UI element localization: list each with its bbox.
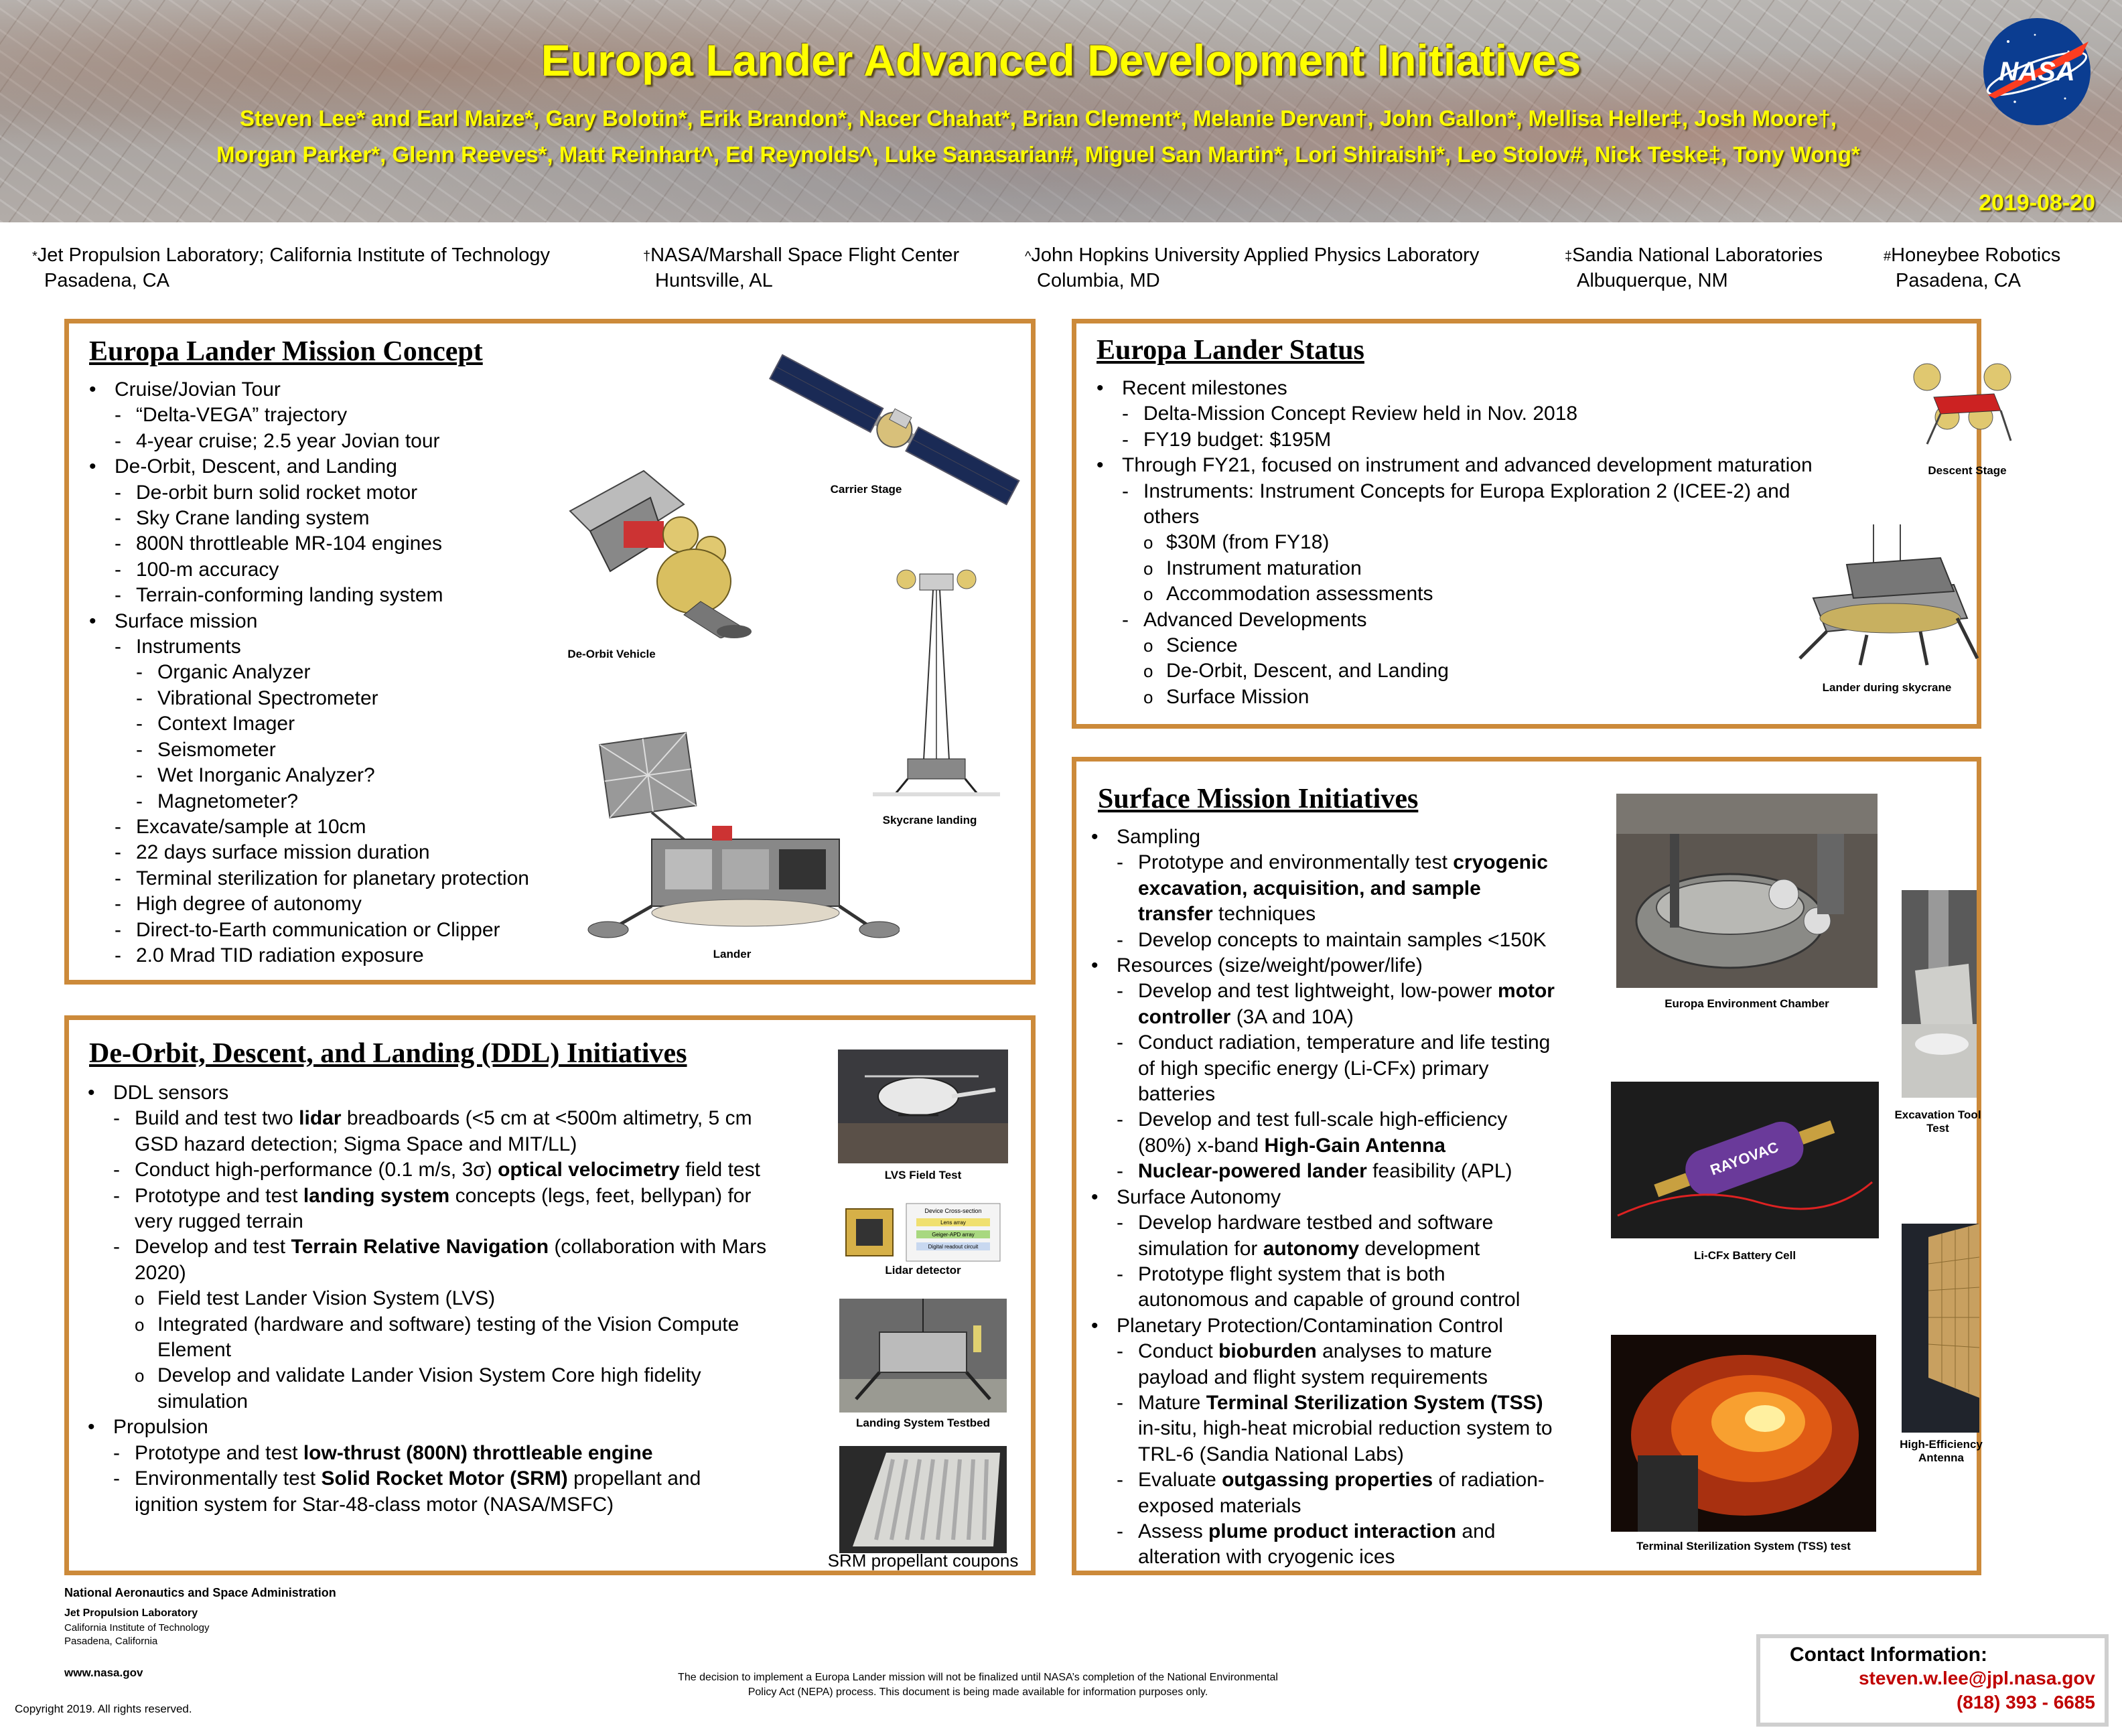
surface-panel	[1072, 757, 1981, 1575]
svg-text:Geiger-APD array: Geiger-APD array	[932, 1232, 975, 1238]
list-item: - Direct-to-Earth communication or Clipper	[74, 918, 624, 943]
contact-title: Contact Information:	[1790, 1644, 1987, 1666]
list-item: - Vibrational Spectrometer	[74, 686, 624, 711]
lander-image	[578, 725, 900, 946]
list-item: - 4-year cruise; 2.5 year Jovian tour	[74, 429, 624, 454]
poster-title: Europa Lander Advanced Development Initiatives	[541, 35, 1581, 85]
list-item: o Surface Mission	[1082, 684, 1852, 710]
descent-stage-image	[1907, 357, 2021, 451]
footer-agency: National Aeronautics and Space Administration	[64, 1586, 336, 1599]
list-item: - 22 days surface mission duration	[74, 840, 624, 865]
list-item: • DDL sensors	[73, 1080, 837, 1106]
poster-header	[0, 0, 2122, 222]
list-item: - Excavate/sample at 10cm	[74, 814, 624, 840]
list-item: • Surface mission	[74, 609, 624, 634]
list-item: - “Delta-VEGA” trajectory	[74, 403, 624, 428]
list-item: - Environmentally test Solid Rocket Motor (SRM) propellant and ignition system for Star-48-class motor (NASA/MSFC)	[73, 1466, 837, 1518]
list-item: • Propulsion	[73, 1415, 837, 1440]
nasa-logo	[1968, 15, 2106, 129]
battery-cell-caption: Li-CFx Battery Cell	[1693, 1249, 1796, 1262]
lidar-detector-caption: Lidar detector	[885, 1264, 961, 1277]
antenna-caption: High-Efficiency Antenna	[1900, 1438, 1983, 1464]
list-item: - 800N throttleable MR-104 engines	[74, 531, 624, 557]
excavation-tool-caption: Excavation Tool Test	[1894, 1108, 1981, 1135]
status-list	[1082, 376, 1852, 710]
excavation-tool-test-image	[1902, 890, 1977, 1098]
surface-list	[1076, 824, 1585, 1571]
lander-skycrane-caption: Lander during skycrane	[1822, 681, 1952, 694]
list-item: o Integrated (hardware and software) testing of the Vision Compute Element	[73, 1312, 837, 1364]
list-item: - Instruments	[74, 634, 624, 660]
list-item: • Through FY21, focused on instrument and advanced development maturation	[1082, 453, 1852, 478]
footer-institution: California Institute of Technology	[64, 1622, 210, 1634]
list-item: o Develop and validate Lander Vision System Core high fidelity simulation	[73, 1363, 837, 1415]
list-item: - Instruments: Instrument Concepts for Europa Exploration 2 (ICEE-2) and others	[1082, 479, 1852, 530]
deorbit-vehicle-image	[550, 457, 791, 638]
lvs-field-test-image	[838, 1050, 1008, 1163]
list-item: - Advanced Developments	[1082, 607, 1852, 633]
list-item: - 100-m accuracy	[74, 557, 624, 583]
lander-caption: Lander	[713, 948, 752, 960]
affiliation-apl: ^John Hopkins University Applied Physics Laboratory Columbia, MD	[1025, 244, 1480, 291]
skycrane-landing-caption: Skycrane landing	[882, 814, 977, 826]
list-item: - Organic Analyzer	[74, 660, 624, 685]
list-item: - Develop and test lightweight, low-power motor controller (3A and 10A)	[1076, 979, 1585, 1030]
list-item: o De-Orbit, Descent, and Landing	[1082, 658, 1852, 684]
list-item: - Prototype and environmentally test cryogenic excavation, acquisition, and sample transfer techniques	[1076, 850, 1585, 927]
list-item: - Context Imager	[74, 711, 624, 737]
list-item: • Recent milestones	[1082, 376, 1852, 401]
lvs-field-test-caption: LVS Field Test	[884, 1169, 962, 1181]
list-item: - FY19 budget: $195M	[1082, 427, 1852, 453]
landing-testbed-caption: Landing System Testbed	[856, 1417, 990, 1429]
list-item: - Wet Inorganic Analyzer?	[74, 763, 624, 788]
list-item: • Sampling	[1076, 824, 1585, 850]
list-item: • De-Orbit, Descent, and Landing	[74, 454, 624, 480]
mission-concept-list	[74, 377, 624, 968]
footer-lab: Jet Propulsion Laboratory	[64, 1607, 198, 1619]
list-item: • Planetary Protection/Contamination Control	[1076, 1313, 1585, 1339]
lidar-detector-image	[839, 1200, 1007, 1267]
list-item: - Terminal sterilization for planetary protection	[74, 866, 624, 891]
landing-testbed-image	[839, 1299, 1007, 1413]
tss-test-image	[1611, 1335, 1876, 1532]
svg-text:Lens array: Lens array	[940, 1220, 966, 1226]
list-item: o Accommodation assessments	[1082, 581, 1852, 607]
affiliation-msfc: †NASA/Marshall Space Flight Center Huntsville, AL	[643, 244, 960, 291]
list-item: - Develop and test full-scale high-efficiency (80%) x-band High-Gain Antenna	[1076, 1107, 1585, 1159]
environment-chamber-image	[1616, 794, 1878, 988]
contact-email[interactable]: steven.w.lee@jpl.nasa.gov	[1858, 1668, 2095, 1688]
descent-stage-caption: Descent Stage	[1928, 464, 2007, 477]
status-title: Europa Lander Status	[1097, 335, 1364, 366]
ddl-title: De-Orbit, Descent, and Landing (DDL) Initiatives	[89, 1038, 687, 1069]
svg-text:Device Cross-section: Device Cross-section	[924, 1208, 982, 1214]
disclaimer-line-1: The decision to implement a Europa Lander mission will not be finalized until NASA’s completion of the National Environmental	[678, 1672, 1278, 1683]
list-item: - Delta-Mission Concept Review held in Nov. 2018	[1082, 401, 1852, 427]
status-panel	[1072, 319, 2007, 729]
list-item: o $30M (from FY18)	[1082, 530, 1852, 555]
srm-coupons-image	[839, 1446, 1007, 1553]
list-item: - Conduct high-performance (0.1 m/s, 3σ) optical velocimetry field test	[73, 1157, 837, 1183]
list-item: • Resources (size/weight/power/life)	[1076, 953, 1585, 979]
ddl-panel	[64, 1015, 1036, 1575]
battery-cell-image	[1611, 1082, 1879, 1238]
list-item: - Magnetometer?	[74, 789, 624, 814]
footer-copyright: Copyright 2019. All rights reserved.	[15, 1703, 192, 1715]
list-item: - 2.0 Mrad TID radiation exposure	[74, 943, 624, 968]
mission-concept-panel	[64, 319, 1036, 985]
list-item: - Mature Terminal Sterilization System (TSS) in-situ, high-heat microbial reduction system to TRL-6 (Sandia National Labs)	[1076, 1390, 1585, 1467]
svg-text:Digital readout circuit: Digital readout circuit	[928, 1244, 979, 1250]
list-item: - Build and test two lidar breadboards (<5 cm at <500m altimetry, 5 cm GSD hazard detection; Sigma Space and MIT/LL)	[73, 1106, 837, 1157]
affiliation-jpl: *Jet Propulsion Laboratory; California Institute of Technology Pasadena, CA	[32, 244, 550, 291]
tss-test-caption: Terminal Sterilization System (TSS) test	[1636, 1540, 1851, 1552]
list-item: - Develop hardware testbed and software simulation for autonomy development	[1076, 1210, 1585, 1262]
disclaimer-line-2: Policy Act (NEPA) process. This document is being made available for information purposes only.	[748, 1686, 1208, 1698]
svg-text:RAYOVAC: RAYOVAC	[1707, 1138, 1781, 1179]
list-item: - Conduct bioburden analyses to mature payload and flight system requirements	[1076, 1339, 1585, 1390]
high-efficiency-antenna-image	[1902, 1224, 1979, 1433]
footer-city: Pasadena, California	[64, 1636, 158, 1647]
list-item: - Sky Crane landing system	[74, 506, 624, 531]
list-item: - High degree of autonomy	[74, 891, 624, 917]
nasa-logo-text: NASA	[1999, 57, 2075, 86]
ddl-list	[73, 1080, 837, 1518]
list-item: - Seismometer	[74, 737, 624, 763]
list-item: - Prototype flight system that is both autonomous and capable of ground control	[1076, 1262, 1585, 1313]
list-item: o Science	[1082, 633, 1852, 658]
list-item: - Assess plume product interaction and alteration with cryogenic ices	[1076, 1519, 1585, 1571]
surface-title: Surface Mission Initiatives	[1098, 784, 1419, 814]
srm-coupons-caption: SRM propellant coupons	[827, 1550, 1019, 1571]
list-item: - Prototype and test landing system concepts (legs, feet, bellypan) for very rugged terrain	[73, 1183, 837, 1235]
mission-concept-title: Europa Lander Mission Concept	[89, 336, 483, 367]
list-item: - De-orbit burn solid rocket motor	[74, 480, 624, 506]
list-item: - Develop concepts to maintain samples <150K	[1076, 928, 1585, 953]
list-item: o Instrument maturation	[1082, 556, 1852, 581]
list-item: o Field test Lander Vision System (LVS)	[73, 1286, 837, 1311]
environment-chamber-caption: Europa Environment Chamber	[1665, 997, 1829, 1010]
list-item: • Cruise/Jovian Tour	[74, 377, 624, 403]
list-item: - Terrain-conforming landing system	[74, 583, 624, 608]
carrier-stage-caption: Carrier Stage	[830, 483, 902, 496]
poster-date: 2019-08-20	[1979, 190, 2095, 216]
list-item: - Conduct radiation, temperature and life testing of high specific energy (Li-CFx) primary batteries	[1076, 1030, 1585, 1107]
authors-line-1: Steven Lee* and Earl Maize*, Gary Bolotin*, Erik Brandon*, Nacer Chahat*, Brian Clement*, Melanie Dervan†, John Gallon*, Mellisa Heller‡, Josh Moore†,	[239, 106, 1837, 131]
list-item: - Develop and test Terrain Relative Navigation (collaboration with Mars 2020)	[73, 1234, 837, 1286]
affiliation-sandia: ‡Sandia National Laboratories Albuquerque, NM	[1565, 244, 1823, 291]
authors-line-2: Morgan Parker*, Glenn Reeves*, Matt Reinhart^, Ed Reynolds^, Luke Sanasarian#, Miguel San Martin*, Lori Shiraishi*, Leo Stolov#, Nick Teske‡, Tony Wong*	[216, 142, 1860, 167]
footer-url[interactable]: www.nasa.gov	[64, 1666, 143, 1679]
affiliation-honeybee: #Honeybee Robotics Pasadena, CA	[1884, 244, 2061, 291]
lander-skycrane-image	[1786, 524, 1987, 672]
contact-box	[1756, 1634, 2109, 1727]
list-item: • Surface Autonomy	[1076, 1185, 1585, 1210]
deorbit-vehicle-caption: De-Orbit Vehicle	[567, 648, 656, 660]
list-item: - Prototype and test low-thrust (800N) throttleable engine	[73, 1441, 837, 1466]
list-item: - Evaluate outgassing properties of radiation- exposed materials	[1076, 1467, 1585, 1519]
list-item: - Nuclear-powered lander feasibility (APL)	[1076, 1159, 1585, 1184]
contact-phone: (818) 393 - 6685	[1956, 1692, 2095, 1713]
